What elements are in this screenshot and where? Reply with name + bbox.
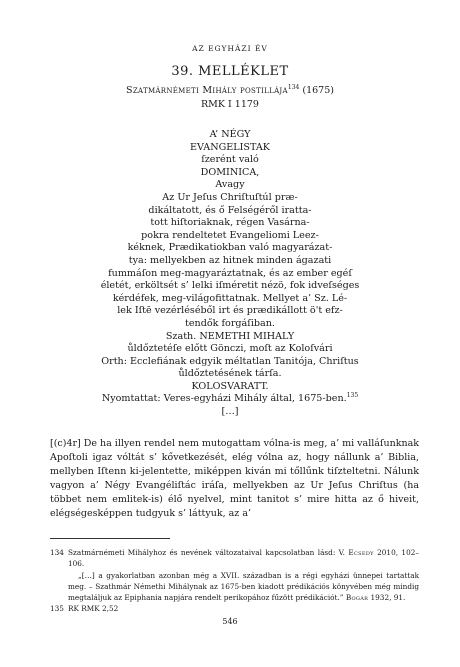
title-page-line: kéknek, Prædikatiokban való magyarázat-	[127, 242, 333, 254]
title-page-line: életét, erköltsét s’ lelki iſméretit nézö, fok idveſséges	[100, 280, 360, 292]
title-page-line: Az Ur Jeſus Chriſtuſtúl præ-	[162, 191, 298, 203]
title-page-line: A’ NÉGY	[209, 129, 251, 140]
title-page-line: tott hiſtoriaknak, régen Vasárna-	[150, 217, 310, 229]
title-page-line: ůldőztetéſe előtt Gönczi, moſt az Koloſvári	[127, 343, 333, 355]
subtitle-line	[0, 84, 460, 98]
title-page-line: pokra rendeltetet Evangeliomi Leez-	[141, 229, 319, 241]
footnote-quote-author: Bogár	[345, 593, 369, 602]
footnote-quote: „[…] a gyakorlatban azonban még a XVII. században is a régi egyházi ünnepei tartattak meg. – Szathmár Némethi Mihálynak az 1675-ben kiadott prédikációs könyvében még mindig megtaláljuk az Epiphania napjára rendelt perikopához fűzött prédikációt.”	[68, 571, 419, 602]
imprint-text: Nyomtattat: Veres-egyházi Mihály által, 1675-ben.	[101, 393, 347, 405]
title-page-line: fummáſon meg-magyaráztatnak, és az ember egéſ	[108, 267, 352, 279]
footnote-text: RK RMK 2,52	[68, 604, 119, 613]
footnote	[50, 603, 419, 614]
title-page-line: lek Iſtē vezérléséből irt és prædikállott ö't efz-	[117, 305, 343, 317]
running-head: AZ EGYHÁZI ÉV	[192, 44, 268, 53]
footnote	[50, 547, 419, 603]
title-page-line: Avagy	[215, 179, 245, 191]
footnote-rule	[50, 538, 170, 539]
footnote-quote-end: 1932, 91.	[368, 593, 406, 602]
footnote-number: 134	[50, 548, 64, 557]
footnote-ref: 134	[287, 83, 300, 91]
title-page-line: KOLOSVARATT.	[191, 380, 269, 392]
title-page-line: […]	[221, 406, 239, 418]
footnote-text: Szatmárnémeti Mihályhoz és nevének változataival kapcsolatban lásd: V.	[68, 548, 349, 557]
title-page-line: Szath. NEMETHI MIHALY	[165, 330, 295, 342]
author-name: Szatmárnémeti Mihály postillája	[126, 85, 288, 96]
footnote-author: Ecsedy	[348, 548, 374, 557]
title-page-line: dikáltatott, és ő Felségéről iratta-	[148, 204, 312, 216]
title-page-line: ſzerént való	[201, 154, 259, 166]
title-page-line: EVANGELISTAK	[190, 141, 270, 153]
title-page-transcription	[0, 129, 460, 419]
title-page-line: DOMINICA,	[200, 166, 260, 178]
footnote-text-end: 2010, 102–106.	[68, 548, 420, 568]
page-number: 546	[222, 617, 238, 626]
title-page-line: Orth: Ecclefiának edgyik méltatlan Tanitója, Chriſtus	[101, 355, 359, 367]
footnote-ref: 135	[346, 392, 359, 400]
footnote-number: 135	[50, 604, 64, 613]
title-page-line: kérdéfek, meg-világofittatnak. Mellyet a’ Sz. Lé-	[112, 292, 348, 304]
title-page-line: ůldőztetésének tárſa.	[178, 368, 282, 380]
subtitle-year: (1675)	[302, 85, 334, 96]
body-paragraph: [(c)4r] De ha illyen rendel nem mutogattam vólna-is meg, a’ mi valláſunknak Apoſtoli igaz vóltát s’ kővetkezését, elég vólna az, hogy nállunk a’ Biblia, mellyben Iſtenn ki-jelentette, miképpen kiván mi tőllűnk tiſzteltetni. Nálunk vagyon a’ Négy Evangéliſtác iráſa, mellyekben az Ur Jeſus Chriſtus (ha többet nem emlitek-is) élő nyelvel, mint tanitot s’ mire hitta az ő hiveit, elégségesképpen tudgyuk s’ láttyuk, az a’	[50, 438, 419, 519]
chapter-title: 39. MELLÉKLET	[171, 64, 289, 79]
catalog-reference: RMK I 1179	[201, 99, 259, 110]
title-page-line: tendők forgáſiban.	[185, 317, 275, 329]
title-page-line	[0, 393, 460, 406]
title-page-line: tya: mellyekben az hitnek minden ágazati	[128, 254, 332, 266]
footnotes	[50, 547, 419, 614]
chapter-subtitle	[0, 84, 460, 112]
